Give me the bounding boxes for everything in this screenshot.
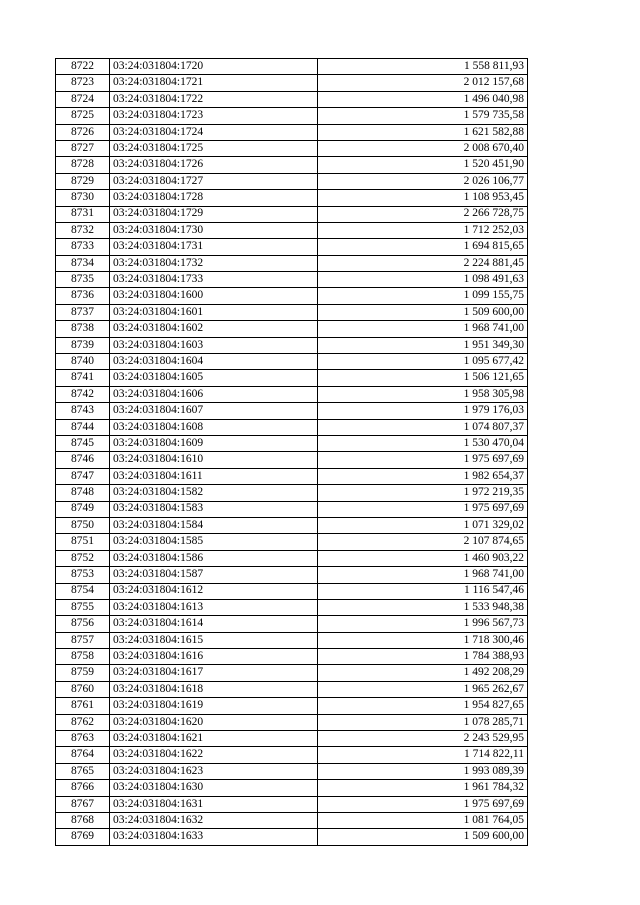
cadastral-number-cell: 03:24:031804:1620 — [110, 714, 318, 730]
table-row — [56, 665, 528, 681]
table-row — [56, 517, 528, 533]
table-row — [56, 747, 528, 763]
table-row — [56, 796, 528, 812]
cadastral-value-cell: 1 965 262,67 — [318, 681, 528, 697]
cadastral-number-cell: 03:24:031804:1623 — [110, 763, 318, 779]
cadastral-value-cell: 1 714 822,11 — [318, 747, 528, 763]
cadastral-number-cell: 03:24:031804:1726 — [110, 157, 318, 173]
cadastral-value-cell: 1 982 654,37 — [318, 468, 528, 484]
row-number-cell: 8733 — [56, 239, 110, 255]
table-row — [56, 304, 528, 320]
cadastral-value-cell: 1 968 741,00 — [318, 567, 528, 583]
row-number-cell: 8742 — [56, 386, 110, 402]
row-number-cell: 8768 — [56, 812, 110, 828]
cadastral-value-cell: 1 460 903,22 — [318, 550, 528, 566]
cadastral-value-cell: 1 099 155,75 — [318, 288, 528, 304]
cadastral-number-cell: 03:24:031804:1723 — [110, 108, 318, 124]
table-row — [56, 124, 528, 140]
table-body — [56, 59, 528, 846]
cadastral-number-cell: 03:24:031804:1611 — [110, 468, 318, 484]
row-number-cell: 8761 — [56, 698, 110, 714]
cadastral-number-cell: 03:24:031804:1582 — [110, 485, 318, 501]
table-row — [56, 370, 528, 386]
table-row — [56, 583, 528, 599]
cadastral-number-cell: 03:24:031804:1601 — [110, 304, 318, 320]
table-row — [56, 239, 528, 255]
table-row — [56, 157, 528, 173]
table-row — [56, 534, 528, 550]
cadastral-value-cell: 1 108 953,45 — [318, 190, 528, 206]
cadastral-value-cell: 1 506 121,65 — [318, 370, 528, 386]
table-row — [56, 829, 528, 845]
table-row — [56, 780, 528, 796]
row-number-cell: 8738 — [56, 321, 110, 337]
table-row — [56, 714, 528, 730]
table-row — [56, 59, 528, 75]
table-row — [56, 91, 528, 107]
cadastral-number-cell: 03:24:031804:1605 — [110, 370, 318, 386]
cadastral-value-cell: 1 492 208,29 — [318, 665, 528, 681]
cadastral-number-cell: 03:24:031804:1729 — [110, 206, 318, 222]
cadastral-value-cell: 1 116 547,46 — [318, 583, 528, 599]
row-number-cell: 8767 — [56, 796, 110, 812]
cadastral-value-cell: 1 081 764,05 — [318, 812, 528, 828]
table-row — [56, 550, 528, 566]
table-row — [56, 435, 528, 451]
cadastral-number-cell: 03:24:031804:1613 — [110, 599, 318, 615]
cadastral-number-cell: 03:24:031804:1732 — [110, 255, 318, 271]
table-row — [56, 649, 528, 665]
table-row — [56, 616, 528, 632]
cadastral-number-cell: 03:24:031804:1612 — [110, 583, 318, 599]
cadastral-number-cell: 03:24:031804:1615 — [110, 632, 318, 648]
cadastral-value-cell: 1 958 305,98 — [318, 386, 528, 402]
row-number-cell: 8751 — [56, 534, 110, 550]
cadastral-number-cell: 03:24:031804:1608 — [110, 419, 318, 435]
table-row — [56, 288, 528, 304]
row-number-cell: 8741 — [56, 370, 110, 386]
cadastral-number-cell: 03:24:031804:1616 — [110, 649, 318, 665]
table-row — [56, 485, 528, 501]
cadastral-value-cell: 1 078 285,71 — [318, 714, 528, 730]
table-row — [56, 206, 528, 222]
row-number-cell: 8730 — [56, 190, 110, 206]
row-number-cell: 8728 — [56, 157, 110, 173]
cadastral-value-cell: 2 266 728,75 — [318, 206, 528, 222]
table-row — [56, 255, 528, 271]
table-row — [56, 763, 528, 779]
cadastral-value-table — [55, 58, 528, 846]
cadastral-value-cell: 1 074 807,37 — [318, 419, 528, 435]
cadastral-number-cell: 03:24:031804:1730 — [110, 222, 318, 238]
row-number-cell: 8762 — [56, 714, 110, 730]
row-number-cell: 8744 — [56, 419, 110, 435]
cadastral-value-cell: 1 718 300,46 — [318, 632, 528, 648]
cadastral-number-cell: 03:24:031804:1721 — [110, 75, 318, 91]
cadastral-number-cell: 03:24:031804:1609 — [110, 435, 318, 451]
cadastral-value-cell: 1 975 697,69 — [318, 796, 528, 812]
row-number-cell: 8759 — [56, 665, 110, 681]
row-number-cell: 8740 — [56, 354, 110, 370]
cadastral-value-cell: 2 026 106,77 — [318, 173, 528, 189]
cadastral-value-cell: 2 008 670,40 — [318, 140, 528, 156]
cadastral-number-cell: 03:24:031804:1621 — [110, 731, 318, 747]
cadastral-number-cell: 03:24:031804:1622 — [110, 747, 318, 763]
row-number-cell: 8731 — [56, 206, 110, 222]
row-number-cell: 8753 — [56, 567, 110, 583]
row-number-cell: 8739 — [56, 337, 110, 353]
cadastral-number-cell: 03:24:031804:1614 — [110, 616, 318, 632]
cadastral-value-cell: 1 095 677,42 — [318, 354, 528, 370]
row-number-cell: 8750 — [56, 517, 110, 533]
row-number-cell: 8732 — [56, 222, 110, 238]
cadastral-value-cell: 1 993 089,39 — [318, 763, 528, 779]
table-row — [56, 321, 528, 337]
cadastral-value-cell: 1 071 329,02 — [318, 517, 528, 533]
row-number-cell: 8726 — [56, 124, 110, 140]
row-number-cell: 8764 — [56, 747, 110, 763]
row-number-cell: 8722 — [56, 59, 110, 75]
cadastral-value-cell: 1 979 176,03 — [318, 403, 528, 419]
table-row — [56, 567, 528, 583]
row-number-cell: 8725 — [56, 108, 110, 124]
cadastral-number-cell: 03:24:031804:1720 — [110, 59, 318, 75]
row-number-cell: 8737 — [56, 304, 110, 320]
cadastral-value-cell: 1 975 697,69 — [318, 501, 528, 517]
table-row — [56, 698, 528, 714]
cadastral-value-cell: 1 558 811,93 — [318, 59, 528, 75]
cadastral-number-cell: 03:24:031804:1604 — [110, 354, 318, 370]
cadastral-value-cell: 1 961 784,32 — [318, 780, 528, 796]
row-number-cell: 8736 — [56, 288, 110, 304]
table-row — [56, 173, 528, 189]
cadastral-number-cell: 03:24:031804:1606 — [110, 386, 318, 402]
row-number-cell: 8769 — [56, 829, 110, 845]
cadastral-number-cell: 03:24:031804:1617 — [110, 665, 318, 681]
cadastral-number-cell: 03:24:031804:1724 — [110, 124, 318, 140]
cadastral-value-cell: 2 012 157,68 — [318, 75, 528, 91]
cadastral-value-cell: 1 520 451,90 — [318, 157, 528, 173]
table-row — [56, 108, 528, 124]
cadastral-number-cell: 03:24:031804:1585 — [110, 534, 318, 550]
row-number-cell: 8743 — [56, 403, 110, 419]
table-row — [56, 272, 528, 288]
table-row — [56, 419, 528, 435]
cadastral-number-cell: 03:24:031804:1619 — [110, 698, 318, 714]
cadastral-number-cell: 03:24:031804:1618 — [110, 681, 318, 697]
cadastral-value-cell: 1 579 735,58 — [318, 108, 528, 124]
cadastral-number-cell: 03:24:031804:1610 — [110, 452, 318, 468]
cadastral-value-cell: 1 975 697,69 — [318, 452, 528, 468]
cadastral-value-cell: 1 509 600,00 — [318, 304, 528, 320]
cadastral-number-cell: 03:24:031804:1727 — [110, 173, 318, 189]
row-number-cell: 8749 — [56, 501, 110, 517]
row-number-cell: 8735 — [56, 272, 110, 288]
cadastral-value-cell: 1 996 567,73 — [318, 616, 528, 632]
cadastral-number-cell: 03:24:031804:1633 — [110, 829, 318, 845]
cadastral-value-cell: 1 509 600,00 — [318, 829, 528, 845]
cadastral-number-cell: 03:24:031804:1725 — [110, 140, 318, 156]
cadastral-value-cell: 1 968 741,00 — [318, 321, 528, 337]
cadastral-value-cell: 1 694 815,65 — [318, 239, 528, 255]
cadastral-number-cell: 03:24:031804:1607 — [110, 403, 318, 419]
table-row — [56, 681, 528, 697]
table-row — [56, 599, 528, 615]
cadastral-number-cell: 03:24:031804:1630 — [110, 780, 318, 796]
cadastral-value-cell: 1 621 582,88 — [318, 124, 528, 140]
table-row — [56, 222, 528, 238]
cadastral-number-cell: 03:24:031804:1602 — [110, 321, 318, 337]
row-number-cell: 8752 — [56, 550, 110, 566]
cadastral-value-cell: 1 533 948,38 — [318, 599, 528, 615]
row-number-cell: 8766 — [56, 780, 110, 796]
cadastral-number-cell: 03:24:031804:1583 — [110, 501, 318, 517]
cadastral-value-cell: 1 972 219,35 — [318, 485, 528, 501]
cadastral-value-cell: 2 107 874,65 — [318, 534, 528, 550]
table-row — [56, 386, 528, 402]
table-row — [56, 403, 528, 419]
table-row — [56, 452, 528, 468]
cadastral-number-cell: 03:24:031804:1631 — [110, 796, 318, 812]
table-row — [56, 190, 528, 206]
row-number-cell: 8756 — [56, 616, 110, 632]
table-row — [56, 501, 528, 517]
cadastral-number-cell: 03:24:031804:1586 — [110, 550, 318, 566]
row-number-cell: 8727 — [56, 140, 110, 156]
row-number-cell: 8755 — [56, 599, 110, 615]
table-row — [56, 337, 528, 353]
row-number-cell: 8746 — [56, 452, 110, 468]
row-number-cell: 8757 — [56, 632, 110, 648]
cadastral-value-cell: 1 784 388,93 — [318, 649, 528, 665]
table-row — [56, 75, 528, 91]
cadastral-number-cell: 03:24:031804:1587 — [110, 567, 318, 583]
cadastral-value-cell: 1 098 491,63 — [318, 272, 528, 288]
table-row — [56, 140, 528, 156]
table-row — [56, 468, 528, 484]
cadastral-number-cell: 03:24:031804:1728 — [110, 190, 318, 206]
cadastral-value-cell: 1 954 827,65 — [318, 698, 528, 714]
row-number-cell: 8763 — [56, 731, 110, 747]
row-number-cell: 8734 — [56, 255, 110, 271]
row-number-cell: 8760 — [56, 681, 110, 697]
cadastral-number-cell: 03:24:031804:1603 — [110, 337, 318, 353]
table-row — [56, 731, 528, 747]
cadastral-number-cell: 03:24:031804:1731 — [110, 239, 318, 255]
cadastral-number-cell: 03:24:031804:1584 — [110, 517, 318, 533]
row-number-cell: 8729 — [56, 173, 110, 189]
cadastral-number-cell: 03:24:031804:1733 — [110, 272, 318, 288]
cadastral-value-cell: 1 951 349,30 — [318, 337, 528, 353]
table-row — [56, 812, 528, 828]
cadastral-value-cell: 2 243 529,95 — [318, 731, 528, 747]
table-row — [56, 354, 528, 370]
row-number-cell: 8748 — [56, 485, 110, 501]
table-row — [56, 632, 528, 648]
cadastral-number-cell: 03:24:031804:1722 — [110, 91, 318, 107]
cadastral-number-cell: 03:24:031804:1632 — [110, 812, 318, 828]
row-number-cell: 8765 — [56, 763, 110, 779]
cadastral-number-cell: 03:24:031804:1600 — [110, 288, 318, 304]
cadastral-value-cell: 1 530 470,04 — [318, 435, 528, 451]
cadastral-value-cell: 1 496 040,98 — [318, 91, 528, 107]
row-number-cell: 8754 — [56, 583, 110, 599]
row-number-cell: 8758 — [56, 649, 110, 665]
row-number-cell: 8745 — [56, 435, 110, 451]
row-number-cell: 8747 — [56, 468, 110, 484]
row-number-cell: 8724 — [56, 91, 110, 107]
cadastral-value-cell: 1 712 252,03 — [318, 222, 528, 238]
row-number-cell: 8723 — [56, 75, 110, 91]
cadastral-value-cell: 2 224 881,45 — [318, 255, 528, 271]
